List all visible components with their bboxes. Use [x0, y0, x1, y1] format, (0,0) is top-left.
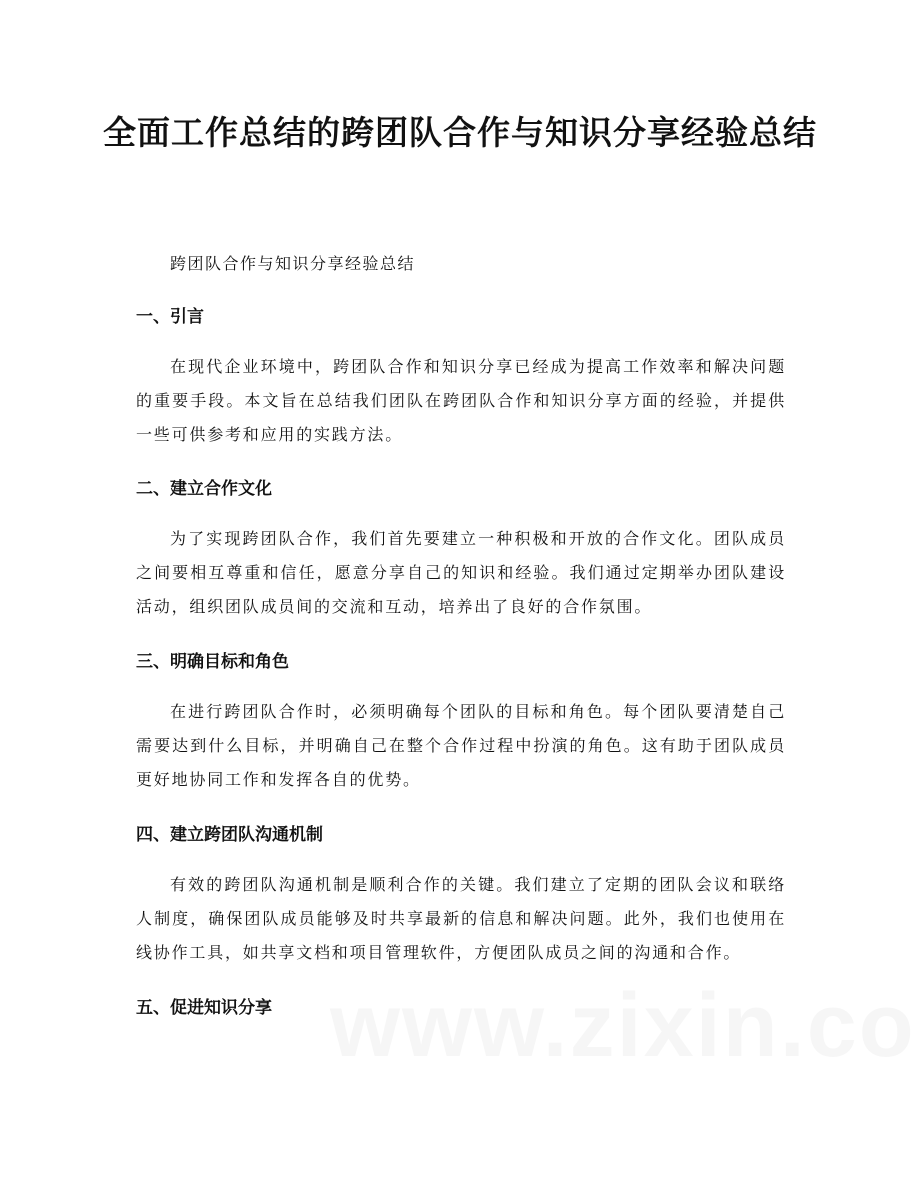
- section-body-intro: 在现代企业环境中，跨团队合作和知识分享已经成为提高工作效率和解决问题的重要手段。本文旨在总结我们团队在跨团队合作和知识分享方面的经验，并提供一些可供参考和应用的实践方法。: [136, 357, 786, 444]
- section-heading-culture: 二、建立合作文化: [136, 479, 272, 499]
- section-heading-goals: 三、明确目标和角色: [136, 652, 289, 672]
- section-body-culture: 为了实现跨团队合作，我们首先要建立一种积极和开放的合作文化。团队成员之间要相互尊重和信任，愿意分享自己的知识和经验。我们通过定期举办团队建设活动，组织团队成员间的交流和互动，培养出了良好的合作氛围。: [136, 529, 786, 616]
- document-subtitle: 跨团队合作与知识分享经验总结: [170, 254, 416, 273]
- document-title: 全面工作总结的跨团队合作与知识分享经验总结: [103, 113, 817, 152]
- section-body-communication: 有效的跨团队沟通机制是顺利合作的关键。我们建立了定期的团队会议和联络人制度，确保团队成员能够及时共享最新的信息和解决问题。此外，我们也使用在线协作工具，如共享文档和项目管理软件，方便团队成员之间的沟通和合作。: [136, 875, 786, 962]
- section-heading-knowledge: 五、促进知识分享: [136, 998, 272, 1018]
- section-heading-communication: 四、建立跨团队沟通机制: [136, 825, 323, 845]
- section-body-goals: 在进行跨团队合作时，必须明确每个团队的目标和角色。每个团队要清楚自己需要达到什么目标，并明确自己在整个合作过程中扮演的角色。这有助于团队成员更好地协同工作和发挥各自的优势。: [136, 702, 786, 789]
- section-heading-intro: 一、引言: [136, 307, 204, 327]
- watermark: [330, 975, 920, 1078]
